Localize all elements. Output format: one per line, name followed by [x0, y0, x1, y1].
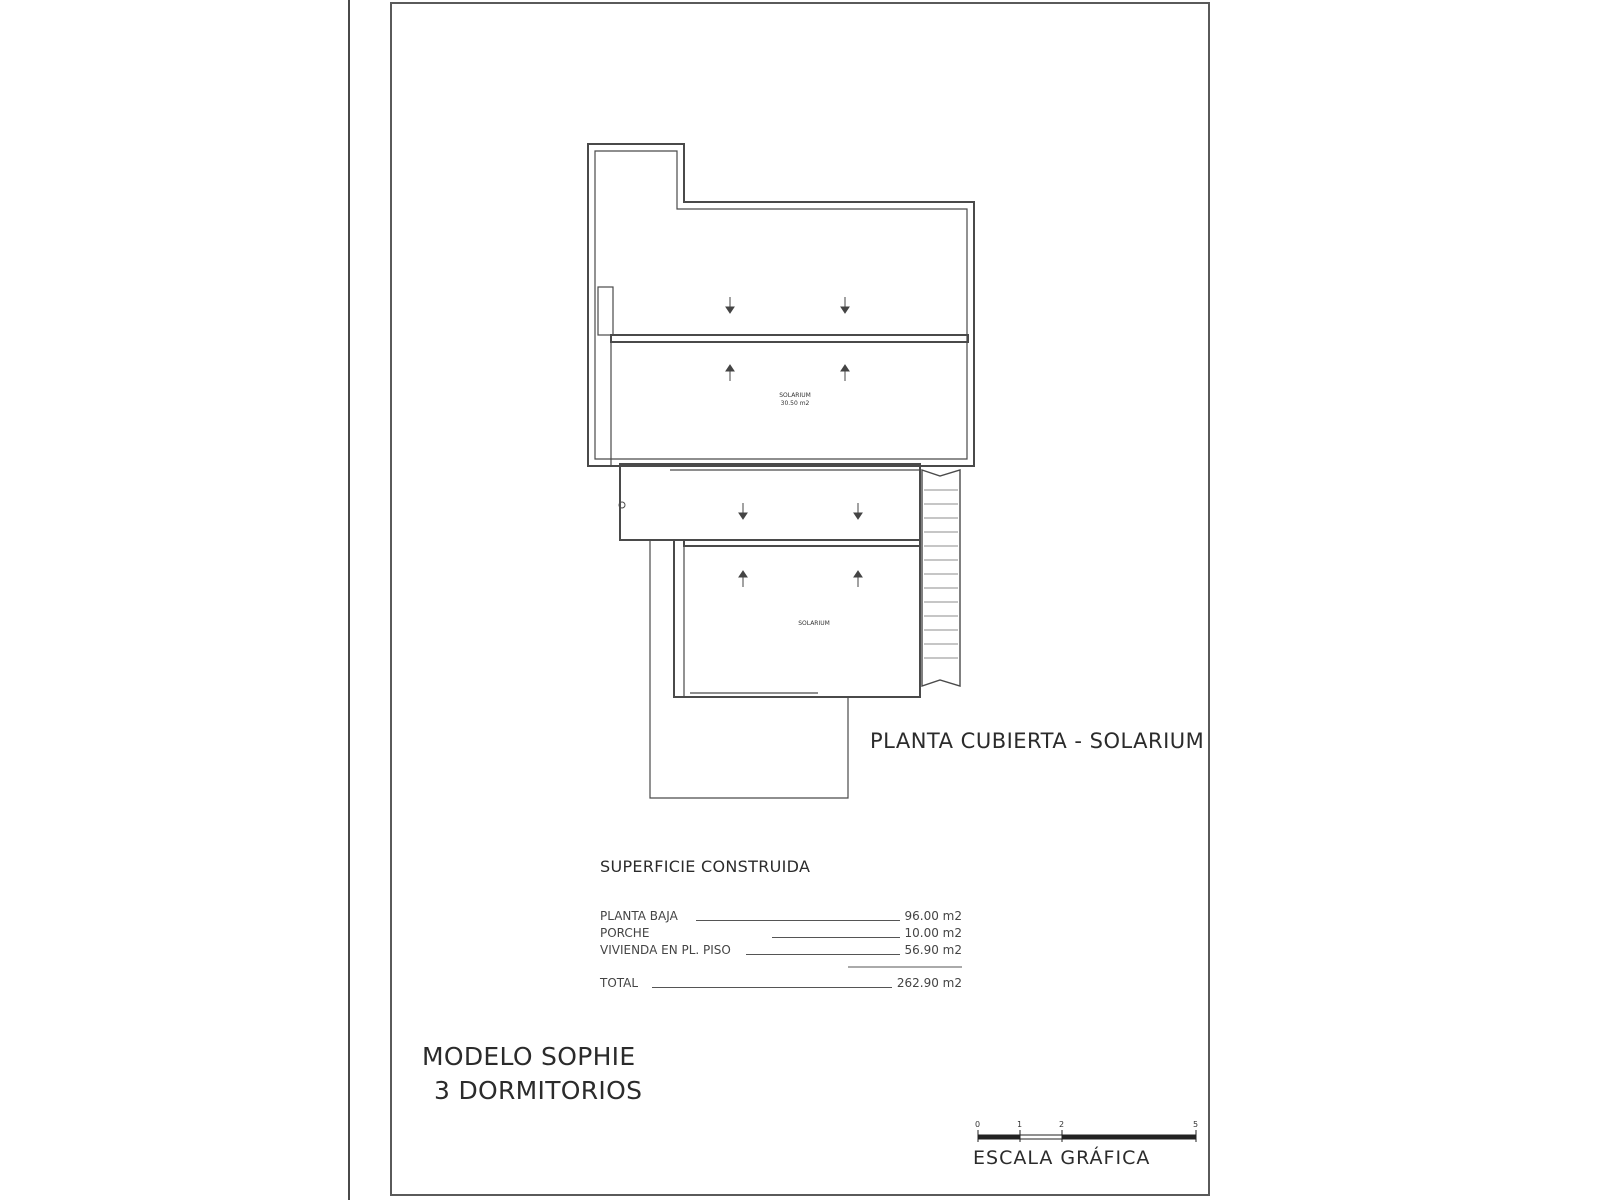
leader-line: [696, 920, 900, 921]
scale-tick-label: 5: [1193, 1120, 1199, 1129]
staircase: [922, 470, 960, 686]
scale-label: ESCALA GRÁFICA: [973, 1147, 1151, 1169]
room-label-lower-solarium: SOLARIUM: [798, 620, 830, 627]
plan-title: PLANTA CUBIERTA - SOLARIUM: [870, 729, 1205, 753]
leader-line: [772, 937, 900, 938]
area-summary-title: SUPERFICIE CONSTRUIDA: [600, 857, 811, 876]
area-row-value: 262.90 m2: [893, 976, 962, 990]
scale-tick-label: 0: [975, 1120, 981, 1129]
lower-parapet: [684, 540, 920, 546]
leader-line: [652, 987, 892, 988]
area-row-planta-baja: [600, 909, 962, 925]
area-row-porche: [600, 926, 962, 942]
porch-outline: [650, 540, 848, 798]
model-bedrooms: 3 DORMITORIOS: [434, 1076, 643, 1105]
area-row-total: [600, 976, 962, 992]
area-row-vivienda: [600, 943, 962, 959]
room-label-upper-name: SOLARIUM: [779, 392, 811, 399]
room-label-upper-area: 30.50 m2: [780, 400, 810, 407]
stair-steps: [924, 490, 958, 658]
area-row-name: TOTAL: [600, 976, 642, 990]
area-row-value: 56.90 m2: [901, 943, 963, 957]
area-row-name: VIVIENDA EN PL. PISO: [600, 943, 735, 957]
scale-tick-label: 1: [1017, 1120, 1023, 1129]
area-row-value: 10.00 m2: [901, 926, 963, 940]
model-name: MODELO SOPHIE: [422, 1042, 636, 1071]
upper-parapet: [611, 335, 968, 342]
area-row-value: 96.00 m2: [901, 909, 963, 923]
scale-tick-label: 2: [1059, 1120, 1065, 1129]
room-label-upper-solarium: [765, 392, 825, 408]
area-row-name: PORCHE: [600, 926, 653, 940]
graphic-scale-bar: [978, 1130, 1196, 1142]
duct-box: [598, 287, 613, 335]
middle-band: [620, 464, 920, 540]
upper-block-outer-wall: [588, 144, 974, 466]
upper-block-inner-wall: [595, 151, 967, 459]
slope-arrows: [726, 297, 862, 587]
leader-line: [746, 954, 900, 955]
area-row-name: PLANTA BAJA: [600, 909, 682, 923]
lower-block-wall: [674, 540, 920, 697]
